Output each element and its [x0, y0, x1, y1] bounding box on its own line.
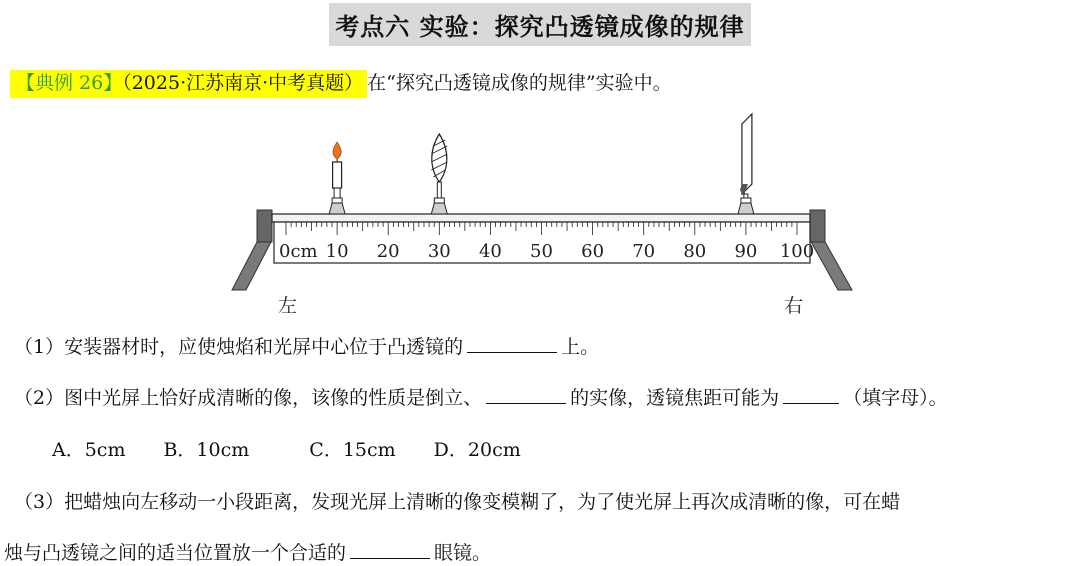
- option-d[interactable]: D．20cm: [433, 439, 521, 461]
- question-1: [14, 332, 599, 359]
- scale-label: 20: [376, 241, 400, 262]
- option-b[interactable]: B．10cm: [163, 439, 250, 461]
- q1-after: 上。: [561, 336, 600, 358]
- q2-text: （2）图中光屏上恰好成清晰的像，该像的性质是倒立、: [14, 387, 483, 409]
- scale-label: 100: [779, 241, 815, 262]
- candle-flame: [333, 142, 341, 159]
- screen-board: [742, 114, 752, 194]
- q2-blank-2[interactable]: [783, 385, 839, 404]
- example-intro: 在“探究凸透镜成像的规律”实验中。: [367, 72, 672, 94]
- q1-answer-blank[interactable]: [467, 334, 557, 353]
- scale-label: 40: [478, 241, 502, 262]
- screen-slider: [738, 203, 754, 214]
- scale-label: 50: [530, 241, 553, 262]
- option-c[interactable]: C．15cm: [309, 439, 396, 461]
- q3-answer-blank[interactable]: [350, 540, 430, 559]
- scale-label: 80: [683, 241, 707, 262]
- bench-right-leg: [810, 240, 852, 290]
- scale-label: 30: [427, 241, 451, 262]
- left-direction-label: 左: [278, 295, 298, 317]
- bench-left-leg: [232, 240, 272, 290]
- q2-middle: 的实像，透镜焦距可能为: [570, 387, 780, 409]
- candle-holder: [334, 188, 340, 198]
- bench-left-post: [257, 210, 272, 242]
- option-a[interactable]: A．5cm: [52, 439, 126, 461]
- example-source: （2025·江苏南京·中考真题）: [122, 72, 364, 94]
- q3-text-1: （3）把蜡烛向左移动一小段距离，发现光屏上清晰的像变模糊了，为了使光屏上再次成清晰的像，可在蜡: [14, 491, 901, 513]
- light-screen: [738, 114, 754, 214]
- question-3-line-2: [4, 538, 491, 565]
- lens-stem: [437, 182, 441, 198]
- scale-label: 60: [581, 241, 605, 262]
- scale-label: 70: [632, 241, 656, 262]
- convex-lens: [431, 134, 447, 214]
- question-3-line-1: [14, 487, 900, 514]
- q2-after: （填字母）。: [843, 387, 948, 409]
- lens-slider: [431, 203, 447, 214]
- candle-slider: [329, 203, 345, 214]
- scale-label: 10: [325, 241, 349, 262]
- right-direction-label: 右: [784, 295, 804, 317]
- q3-after: 眼镜。: [434, 542, 492, 564]
- q2-blank-1[interactable]: [486, 385, 566, 404]
- scale-label: 0cm: [279, 241, 318, 262]
- q3-text-2: 烛与凸透镜之间的适当位置放一个合适的: [4, 542, 347, 564]
- question-2: [14, 383, 948, 410]
- candle-body: [333, 162, 342, 188]
- bench-rail: [272, 214, 810, 222]
- options-row: [52, 435, 559, 462]
- bench-right-post: [810, 210, 825, 242]
- candle: [329, 142, 345, 214]
- q1-text: （1）安装器材时，应使烛焰和光屏中心位于凸透镜的: [14, 336, 464, 358]
- scale-label: 90: [734, 241, 758, 262]
- section-title: 考点六 实验：探究凸透镜成像的规律: [329, 3, 750, 46]
- example-tag: 【典例 26】: [16, 72, 123, 94]
